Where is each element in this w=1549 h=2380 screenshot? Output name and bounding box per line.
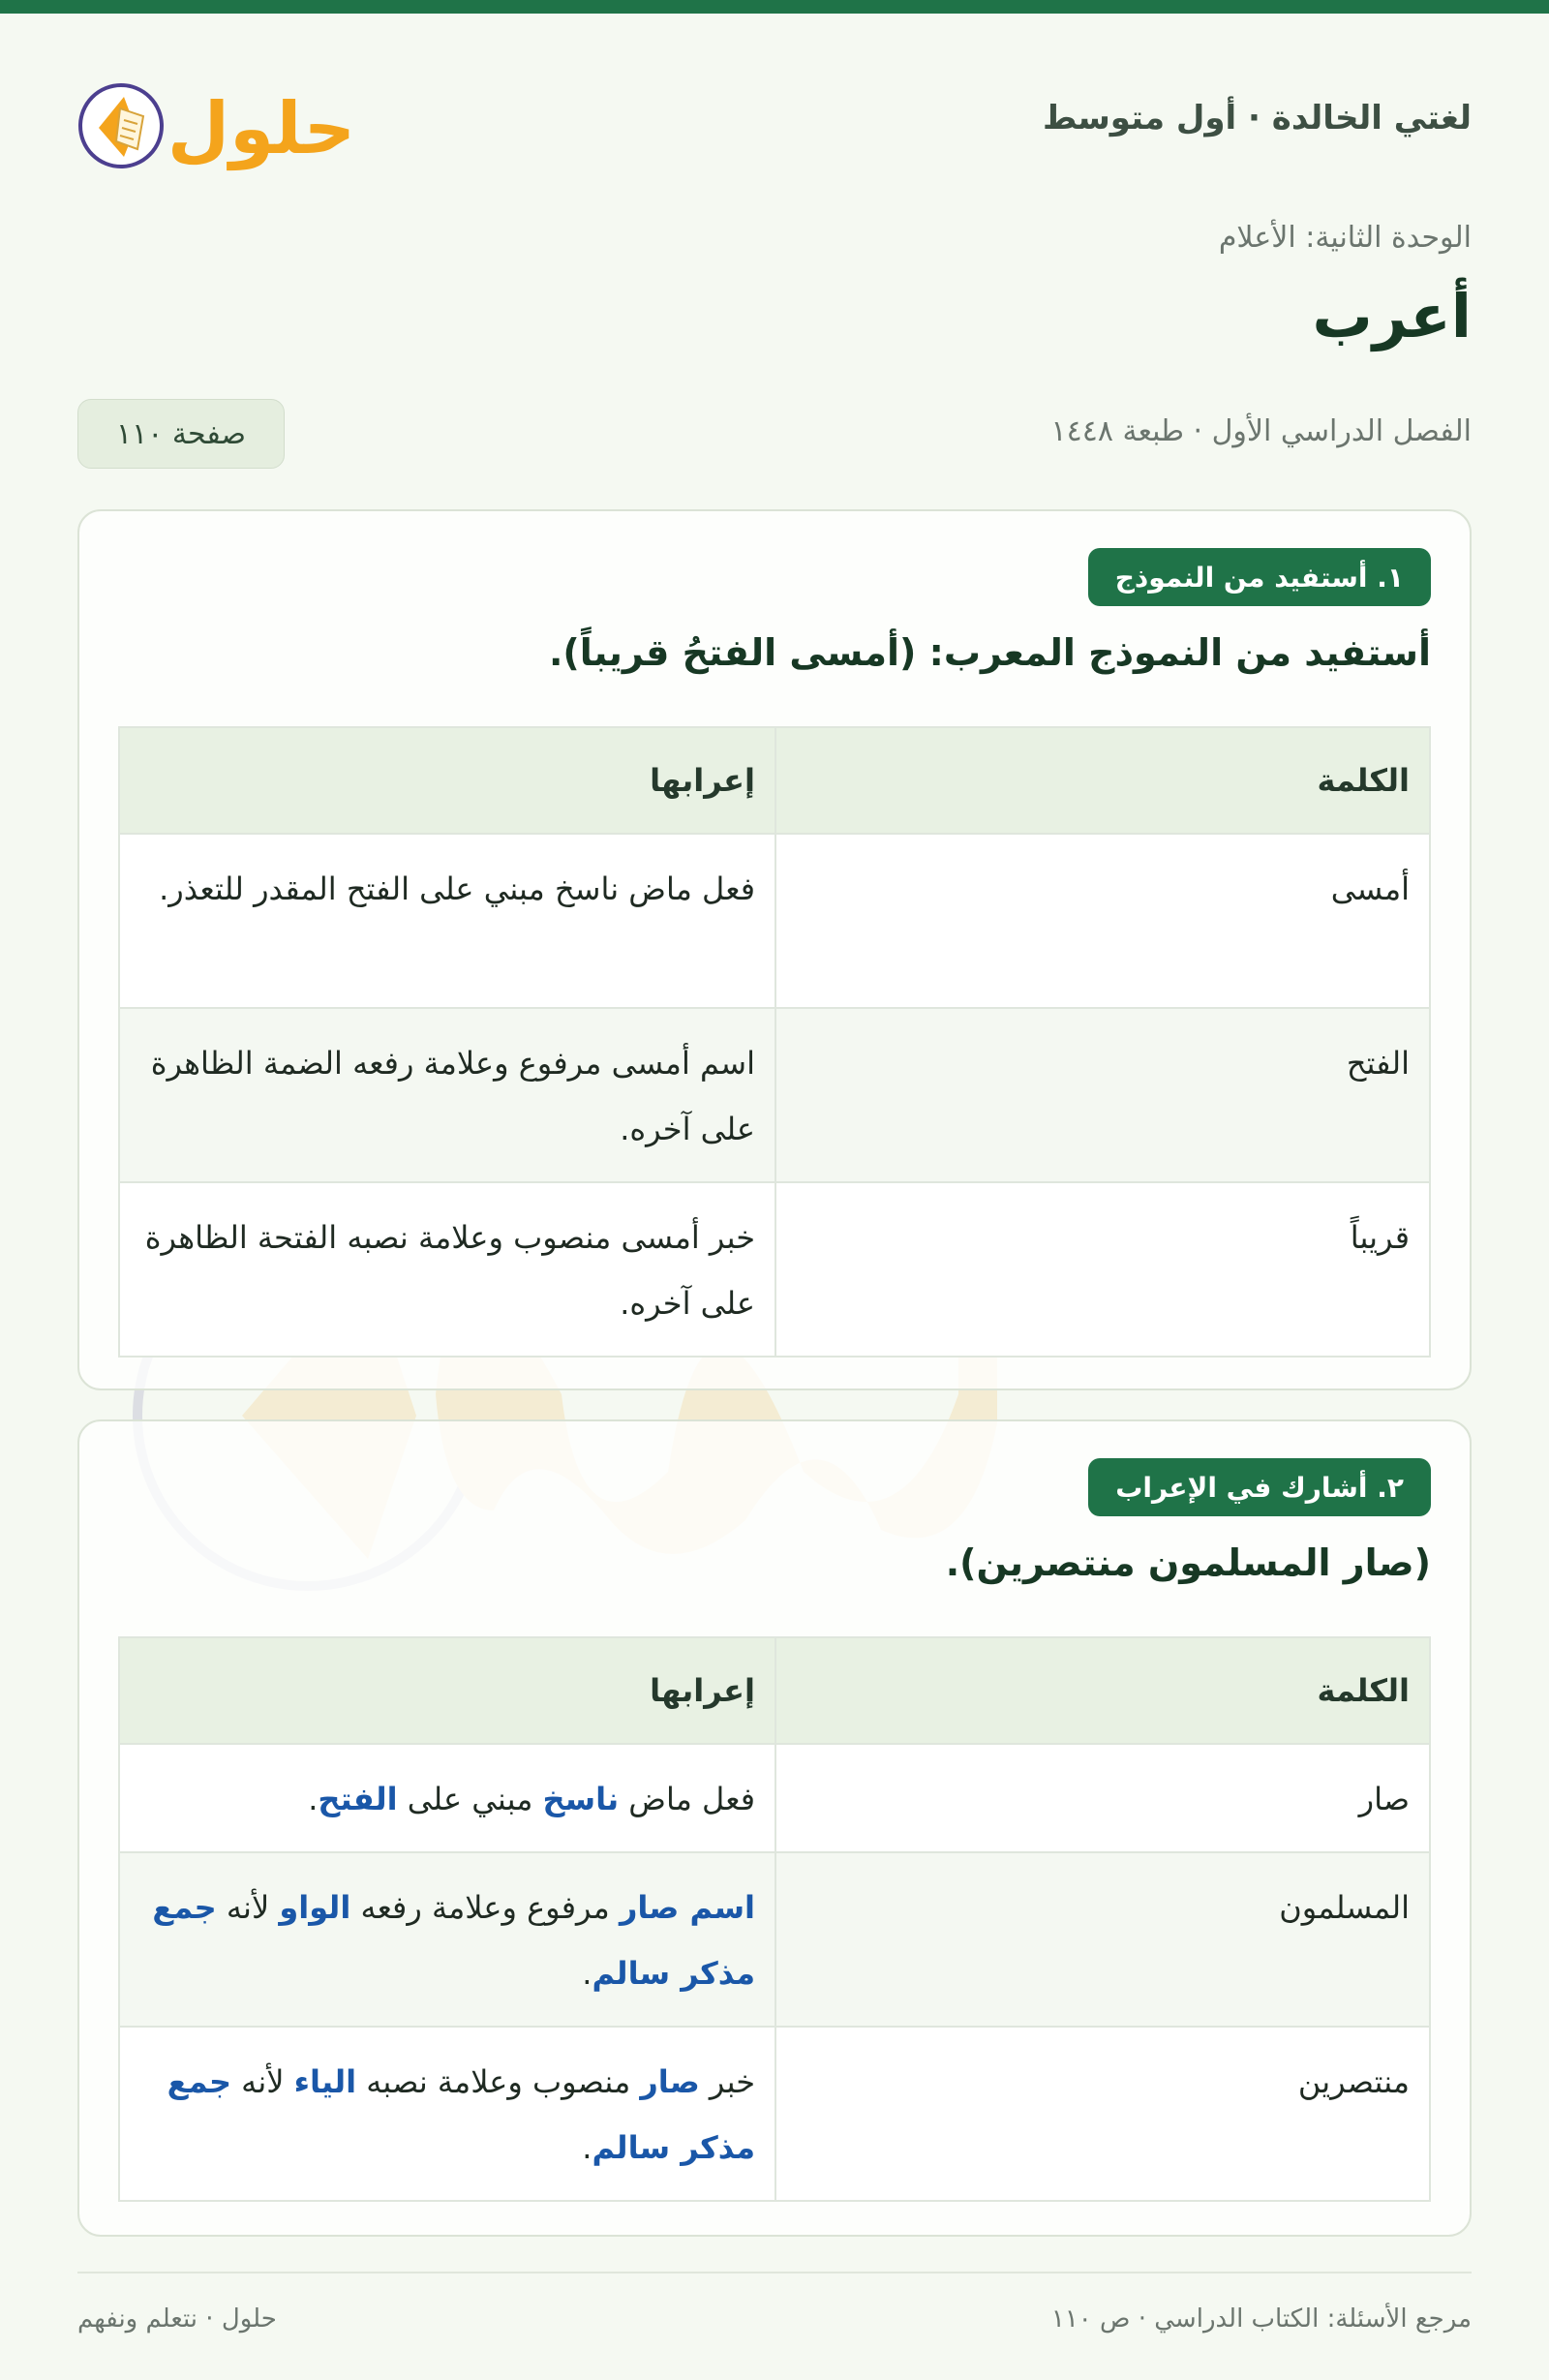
column-header-word: الكلمة bbox=[774, 1638, 1429, 1743]
highlighted-term: الواو bbox=[279, 1889, 351, 1926]
series-title: لغتي الخالدة · أول متوسط bbox=[1042, 99, 1472, 137]
page-header bbox=[77, 60, 1472, 186]
question-card-2 bbox=[77, 1419, 1472, 2237]
table-header-row bbox=[120, 728, 1429, 833]
word-cell: منتصرين bbox=[774, 2028, 1429, 2200]
top-accent-bar bbox=[0, 0, 1549, 14]
parsing-text: خبر bbox=[699, 2063, 755, 2100]
parsing-cell bbox=[120, 1853, 774, 2026]
table-row bbox=[120, 1851, 1429, 2026]
highlighted-term: جمع مذكر سالم bbox=[167, 2063, 755, 2166]
parsing-table bbox=[118, 1636, 1431, 2202]
footer-reference: مرجع الأسئلة: الكتاب الدراسي · ص ١١٠ bbox=[1050, 2304, 1472, 2334]
unit-label: الوحدة الثانية: الأعلام bbox=[1218, 221, 1472, 255]
parsing-text: مبني على bbox=[397, 1781, 543, 1817]
parsing-text: . bbox=[582, 2129, 592, 2166]
semester-meta: الفصل الدراسي الأول · طبعة ١٤٤٨ bbox=[1050, 414, 1472, 448]
column-header-parsing: إعرابها bbox=[650, 762, 755, 799]
highlighted-term: اسم صار bbox=[619, 1889, 755, 1926]
hulool-logo bbox=[77, 60, 368, 186]
highlighted-term: الفتح bbox=[318, 1781, 398, 1817]
page-title: أعرب bbox=[1312, 281, 1472, 351]
footer-divider bbox=[77, 2272, 1472, 2273]
column-header-word: الكلمة bbox=[774, 728, 1429, 833]
word-cell: صار bbox=[774, 1745, 1429, 1851]
parsing-text: . bbox=[582, 1955, 592, 1992]
parsing-text: منصوب وعلامة نصبه bbox=[356, 2063, 641, 2100]
parsing-cell: خبر أمسى منصوب وعلامة نصبه الفتحة الظاهرة على آخره. bbox=[144, 1219, 755, 1322]
parsing-table bbox=[118, 726, 1431, 1358]
parsing-cell bbox=[120, 1745, 774, 1851]
page-number-badge: صفحة ١١٠ bbox=[77, 399, 285, 469]
parsing-text: مرفوع وعلامة رفعه bbox=[350, 1889, 620, 1926]
column-header-parsing: إعرابها bbox=[650, 1672, 755, 1709]
parsing-cell: فعل ماض ناسخ مبني على الفتح المقدر للتعذر. bbox=[159, 870, 755, 907]
parsing-cell bbox=[120, 2028, 774, 2200]
word-cell: قريباً bbox=[774, 1183, 1429, 1356]
question-text: (صار المسلمون منتصرين). bbox=[945, 1541, 1431, 1584]
question-tag: ١. أستفيد من النموذج bbox=[1088, 548, 1431, 606]
table-row bbox=[120, 1743, 1429, 1851]
question-text: أستفيد من النموذج المعرب: (أمسى الفتحُ قريباً). bbox=[549, 631, 1431, 674]
highlighted-term: جمع مذكر سالم bbox=[152, 1889, 755, 1992]
question-card-1 bbox=[77, 509, 1472, 1390]
question-tag: ٢. أشارك في الإعراب bbox=[1088, 1458, 1431, 1516]
word-cell: المسلمون bbox=[774, 1853, 1429, 2026]
parsing-cell: اسم أمسى مرفوع وعلامة رفعه الضمة الظاهرة على آخره. bbox=[150, 1045, 755, 1147]
footer-brand: حلول · نتعلم ونفهم bbox=[77, 2304, 277, 2334]
parsing-text: لأنه bbox=[216, 1889, 280, 1926]
highlighted-term: الياء bbox=[293, 2063, 357, 2100]
parsing-text: فعل ماض bbox=[619, 1781, 755, 1817]
parsing-text: لأنه bbox=[231, 2063, 294, 2100]
highlighted-term: صار bbox=[640, 2063, 700, 2100]
table-header-row bbox=[120, 1638, 1429, 1743]
table-row bbox=[120, 833, 1429, 1007]
table-row bbox=[120, 1007, 1429, 1181]
parsing-text: . bbox=[308, 1781, 319, 1817]
logo-text: حلول bbox=[167, 87, 356, 170]
highlighted-term: ناسخ bbox=[542, 1781, 620, 1817]
word-cell: الفتح bbox=[774, 1009, 1429, 1181]
table-row bbox=[120, 1181, 1429, 1356]
table-row bbox=[120, 2026, 1429, 2200]
word-cell: أمسى bbox=[774, 835, 1429, 1007]
